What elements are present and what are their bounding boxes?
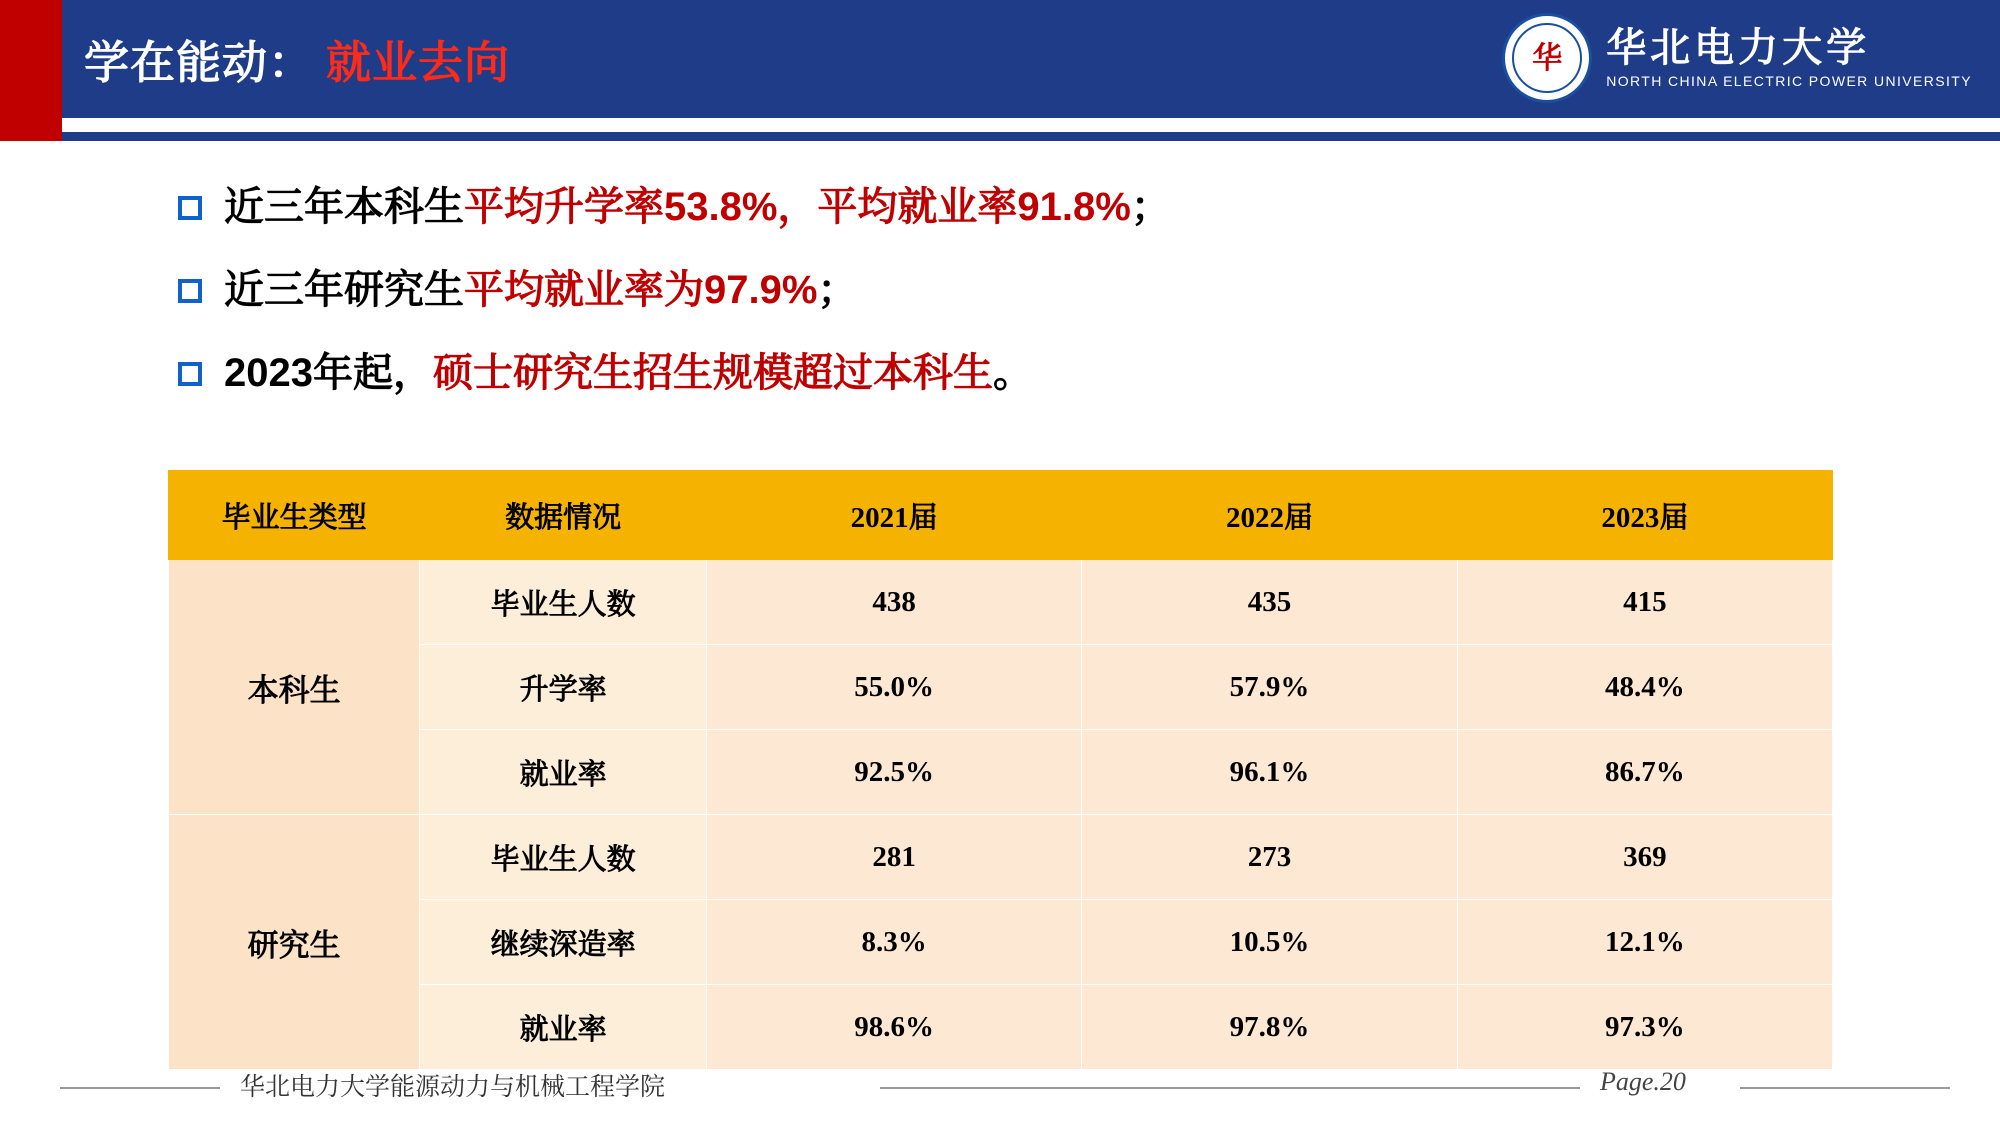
list-item (178, 182, 1878, 232)
table-cell: 98.6% (706, 985, 1081, 1070)
table-cell: 48.4% (1457, 645, 1832, 730)
bullet-text (224, 348, 1033, 398)
university-seal-icon (1502, 13, 1592, 103)
footer-divider-middle (880, 1087, 1580, 1089)
table-column-header: 2021届 (706, 471, 1081, 560)
header-red-foot (0, 118, 62, 141)
page-title-accent: 就业去向 (326, 37, 511, 88)
footer-divider-right (1740, 1087, 1950, 1089)
table-row (169, 815, 1833, 900)
table-cell: 96.1% (1082, 730, 1457, 815)
header-underline-white (62, 118, 2000, 132)
table-column-header: 数据情况 (420, 471, 707, 560)
bullet-prefix: 2023年起， (224, 351, 433, 395)
table-row-label: 升学率 (420, 645, 707, 730)
table-row-label: 就业率 (420, 730, 707, 815)
bullet-list (178, 182, 1878, 431)
bullet-highlight: 硕士研究生招生规模超过本科生 (432, 351, 993, 395)
table-header-row (169, 471, 1833, 560)
table-cell: 273 (1082, 815, 1457, 900)
logo-text-block (1606, 27, 1972, 89)
table-cell: 415 (1457, 560, 1832, 645)
table-cell: 438 (706, 560, 1081, 645)
bullet-suffix: ； (817, 268, 858, 312)
header-underline-blue (62, 132, 2000, 141)
page-title-main: 学在能动： (84, 37, 315, 88)
footer-divider-left (60, 1087, 220, 1089)
table-header (169, 471, 1833, 560)
header-red-block (0, 0, 62, 118)
table-row-label: 毕业生人数 (420, 815, 707, 900)
footer-organization: 华北电力大学能源动力与机械工程学院 (240, 1073, 666, 1101)
bullet-highlight: 平均就业率为97.9% (464, 268, 818, 312)
list-item (178, 265, 1878, 315)
bullet-suffix: ； (1130, 185, 1171, 229)
university-logo (1502, 8, 1972, 108)
seal-mark-text: 华 (1532, 41, 1563, 75)
page-number: Page.20 (1600, 1067, 1686, 1096)
table-row-label: 毕业生人数 (420, 560, 707, 645)
slide-footer (0, 1051, 2000, 1111)
employment-table-wrapper (168, 470, 1833, 1070)
table-column-header: 毕业生类型 (169, 471, 420, 560)
table-row (169, 560, 1833, 645)
bullet-highlight: 平均升学率53.8%，平均就业率91.8% (464, 185, 1131, 229)
square-bullet-icon (178, 196, 202, 220)
table-cell: 57.9% (1082, 645, 1457, 730)
bullet-text (224, 182, 1171, 232)
table-column-header: 2023届 (1457, 471, 1832, 560)
list-item (178, 348, 1878, 398)
page-title (84, 26, 510, 91)
square-bullet-icon (178, 279, 202, 303)
bullet-suffix: 。 (992, 351, 1033, 395)
table-group-label: 研究生 (169, 815, 420, 1070)
table-group-label: 本科生 (169, 560, 420, 815)
table-cell: 369 (1457, 815, 1832, 900)
bullet-prefix: 近三年研究生 (224, 268, 464, 312)
logo-name-cn: 华北电力大学 (1606, 25, 1871, 70)
table-cell: 8.3% (706, 900, 1081, 985)
table-row-label: 继续深造率 (420, 900, 707, 985)
table-cell: 435 (1082, 560, 1457, 645)
logo-name-en: NORTH CHINA ELECTRIC POWER UNIVERSITY (1606, 73, 1972, 89)
table-body (169, 560, 1833, 1070)
table-cell: 55.0% (706, 645, 1081, 730)
table-cell: 97.8% (1082, 985, 1457, 1070)
table-row-label: 就业率 (420, 985, 707, 1070)
bullet-text (224, 265, 857, 315)
table-column-header: 2022届 (1082, 471, 1457, 560)
employment-table (168, 470, 1833, 1070)
table-cell: 12.1% (1457, 900, 1832, 985)
bullet-prefix: 近三年本科生 (224, 185, 464, 229)
table-cell: 281 (706, 815, 1081, 900)
table-cell: 92.5% (706, 730, 1081, 815)
table-cell: 97.3% (1457, 985, 1832, 1070)
slide-header (0, 0, 2000, 118)
square-bullet-icon (178, 362, 202, 386)
table-cell: 10.5% (1082, 900, 1457, 985)
table-cell: 86.7% (1457, 730, 1832, 815)
